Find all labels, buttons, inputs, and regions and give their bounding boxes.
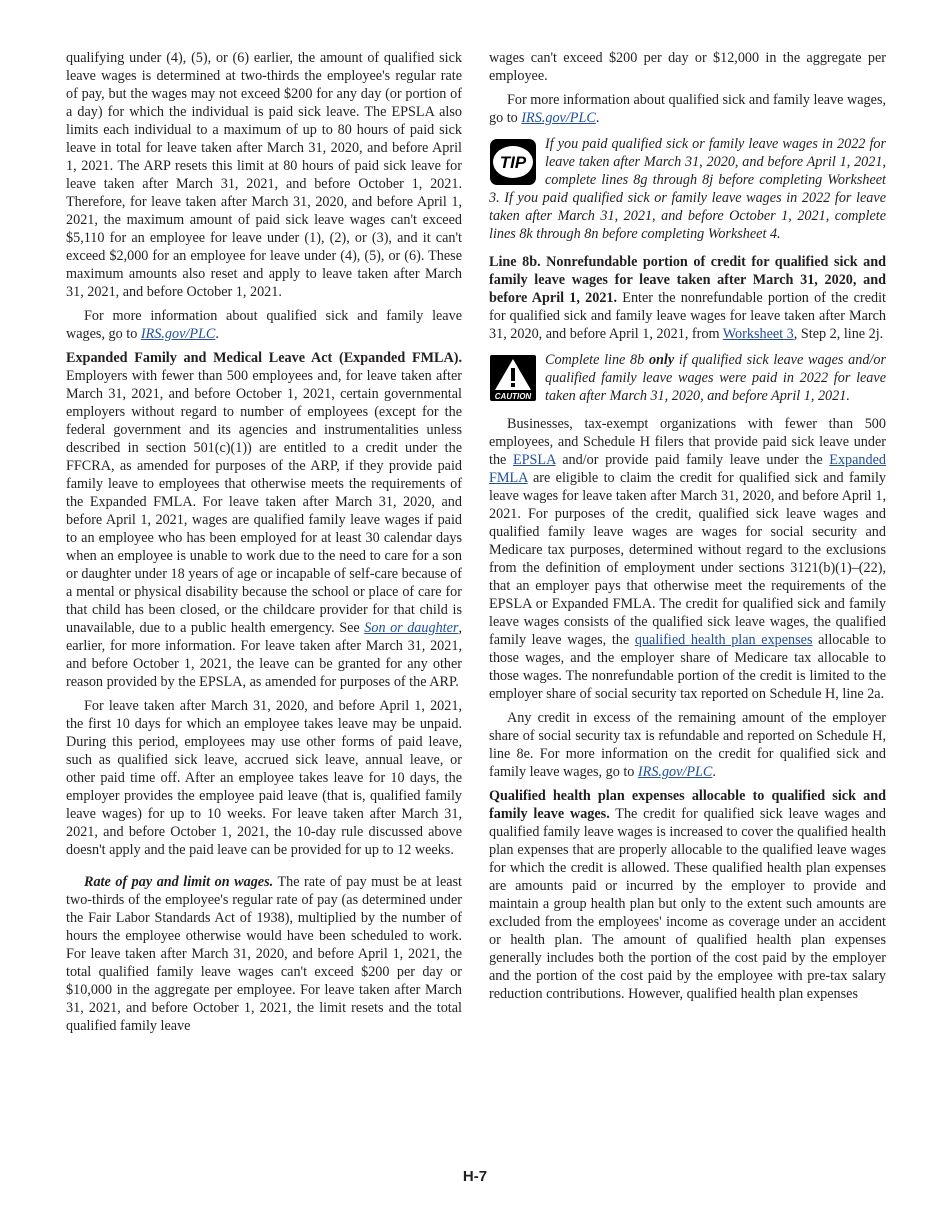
tip-note: [489, 135, 886, 243]
paragraph: Businesses, tax-exempt organizations with fewer than 500 employees, and Schedule H filers that provide paid sick leave under the EPSLA and/or provide paid family leave under the Expanded FMLA are eligible to claim the credit for qualified sick and family leave wages for leave taken after March 31, 2020, and before April 1, 2021. For purposes of the credit, qualified sick leave wages and qualified family leave wages are wages for social security and Medicare tax purposes, determined without regard to the exclusions from the definition of employment under sections 3121(b)(1)–(22), that an employer pays that otherwise meet the requirements of the EPSLA or Expanded FMLA. The credit for qualified sick and family leave wages consists of the qualified sick leave wages, the qualified family leave wages, the qualified health plan expenses allocable to those wages, and the employer share of Medicare tax allocable to those wages. The nonrefundable portion of the credit is limited to the employer share of social security tax reported on Schedule H, line 2a.: [489, 416, 887, 702]
paragraph: Any credit in excess of the remaining amount of the employer share of social security tax is refundable and reported on Schedule H, line 8e. For more information on the credit for qualified sick and family leave wages, go to IRS.gov/PLC.: [489, 710, 886, 780]
caution-icon: [489, 354, 537, 402]
paragraph: Rate of pay and limit on wages. The rate of pay must be at least two-thirds of the employee's regular rate of pay (as determined under the Fair Labor Standards Act of 1938), multiplied by the number of hours the employee otherwise would have been scheduled to work. For leave taken after March 31, 2020, and before April 1, 2021, the total qualified family leave wages can't exceed $200 per day or $10,000 in the aggregate per employee. For leave taken after March 31, 2021, and before October 1, 2021, the limit resets and the total qualified family leave: [66, 874, 462, 1034]
paragraph: qualifying under (4), (5), or (6) earlier, the amount of qualified sick leave wages is determined at two-thirds the employee's regular rate of pay, but the wages may not exceed $200 for any day (or portion of a day) for which the individual is paid sick leave. The EPSLA also limits each individual to a maximum of up to 80 hours of paid sick leave in total for leave taken after March 31, 2020, and before April 1, 2021. The ARP resets this limit at 80 hours of paid sick leave for leave taken after March 31, 2021, and before October 1, 2021. Therefore, for leave taken after March 31, 2020, and before April 1, 2021, the maximum amount of paid sick leave wages can't exceed $5,110 for an employee for leave under (1), (2), or (3), and it can't exceed $2,000 for an employee for leave under (4), (5), or (6). These maximum amounts also reset and apply to leave taken after March 31, 2021, and before October 1, 2021.: [66, 50, 462, 300]
worksheet-3-link[interactable]: Worksheet 3: [722, 326, 794, 342]
section-heading: Line 8b. Nonrefundable portion of credit for qualified sick and family leave wages for leave taken after March 31, 2020, and before April 1, 2021.: [489, 254, 886, 306]
paragraph: Qualified health plan expenses allocable to qualified sick and family leave wages. The credit for qualified sick leave wages and qualified family leave wages is increased to cover the qualified health plan expenses that are properly allocable to the qualified leave wages for which the credit is allowed. These qualified health plan expenses are amounts paid or incurred by the employer to provide and maintain a group health plan but only to the extent such amounts are excluded from the employees' income as coverage under an accident or health plan. The amount of qualified health plan expenses generally includes both the portion of the cost paid by the employer and the portion of the cost paid by the employee with pre-tax salary reduction contributions. However, qualified health plan expenses: [489, 788, 886, 1002]
svg-text:TIP: TIP: [499, 153, 527, 172]
paragraph: Line 8b. Nonrefundable portion of credit for qualified sick and family leave wages for leave taken after March 31, 2020, and before April 1, 2021. Enter the nonrefundable portion of the credit for qualified sick and family leave wages for leave taken after March 31, 2020, and before April 1, 2021, from Worksheet 3, Step 2, line 2j.: [489, 254, 886, 342]
svg-text:CAUTION: CAUTION: [494, 392, 532, 401]
section-heading: Qualified health plan expenses allocable to qualified sick and family leave wages.: [489, 788, 886, 822]
irs-plc-link[interactable]: IRS.gov/PLC: [140, 326, 216, 342]
paragraph: For more information about qualified sick and family leave wages, go to IRS.gov/PLC.: [66, 308, 462, 342]
paragraph: Expanded Family and Medical Leave Act (Expanded FMLA). Employers with fewer than 500 employees and, for leave taken after March 31, 2021, and before October 1, 2021, certain governmental employers without regard to number of employees (except for the federal government and its agencies and instrumentalities unless described in section 501(c)(1)) are entitled to a credit under the FFCRA, as amended for purposes of the ARP, if they provide paid family leave to employees that otherwise meets the requirements of the Expanded FMLA. For leave taken after March 31, 2020, and before April 1, 2021, wages are qualified family leave wages if paid to an employee who has been employed for at least 30 calendar days when an employee is unable to work due to the need to care for a son or daughter under 18 years of age or incapable of self-care because of a mental or physical disability because the school or place of care for that child has been closed, or the childcare provider for that child is unavailable, due to a public health emergency. See Son or daughter, earlier, for more information. For leave taken after March 31, 2021, and before October 1, 2021, the leave can be granted for any other reason provided by the EPSLA, as amended for purposes of the ARP.: [66, 350, 462, 690]
right-column: [489, 49, 886, 1009]
paragraph: For leave taken after March 31, 2020, and before April 1, 2021, the first 10 days for which an employee takes leave may be unpaid. During this period, employees may use other forms of paid leave, such as qualified sick leave, accrued sick leave, annual leave, or other paid time off. After an employee takes leave for 10 days, the employer provides the employee paid leave (that is, qualified family leave wages) for up to 10 weeks. For leave taken after March 31, 2021, and before October 1, 2021, the 10-day rule discussed above doesn't apply and the paid leave can be provided for up to 12 weeks.: [66, 698, 462, 858]
qualified-health-plan-expenses-link[interactable]: qualified health plan expenses: [634, 632, 813, 648]
irs-plc-link[interactable]: IRS.gov/PLC: [637, 764, 713, 780]
caution-note: CAUTION Complete line 8b only if qualified sick leave wages and/or qualified family leave wages were paid in 2022 for leave taken after March 31, 2020, and before April 1, 2021.: [489, 351, 886, 405]
son-or-daughter-link[interactable]: Son or daughter: [364, 620, 459, 636]
subsection-heading: Rate of pay and limit on wages.: [84, 874, 274, 890]
left-column: [66, 49, 462, 1041]
irs-plc-link[interactable]: IRS.gov/PLC: [521, 110, 596, 126]
epsla-link[interactable]: EPSLA: [512, 452, 556, 468]
section-heading: Expanded Family and Medical Leave Act (Expanded FMLA).: [66, 350, 462, 366]
tip-icon: [489, 138, 537, 186]
expanded-fmla-link[interactable]: Expanded FMLA: [489, 452, 887, 486]
tip-text: If you paid qualified sick or family leave wages in 2022 for leave taken after March 31, 2020, and before April 1, 2021, complete lines 8g through 8j before completing Worksheet 3. If you paid qualified sick or family leave wages in 2022 for leave taken after March 31, 2021, and before October 1, 2021, complete lines 8k through 8n before completing Worksheet 4.: [489, 136, 886, 242]
paragraph: For more information about qualified sick and family leave wages, go to IRS.gov/PLC.: [489, 92, 887, 126]
page-number: H-7: [462, 1168, 488, 1185]
paragraph: wages can't exceed $200 per day or $12,000 in the aggregate per employee.: [489, 50, 886, 84]
